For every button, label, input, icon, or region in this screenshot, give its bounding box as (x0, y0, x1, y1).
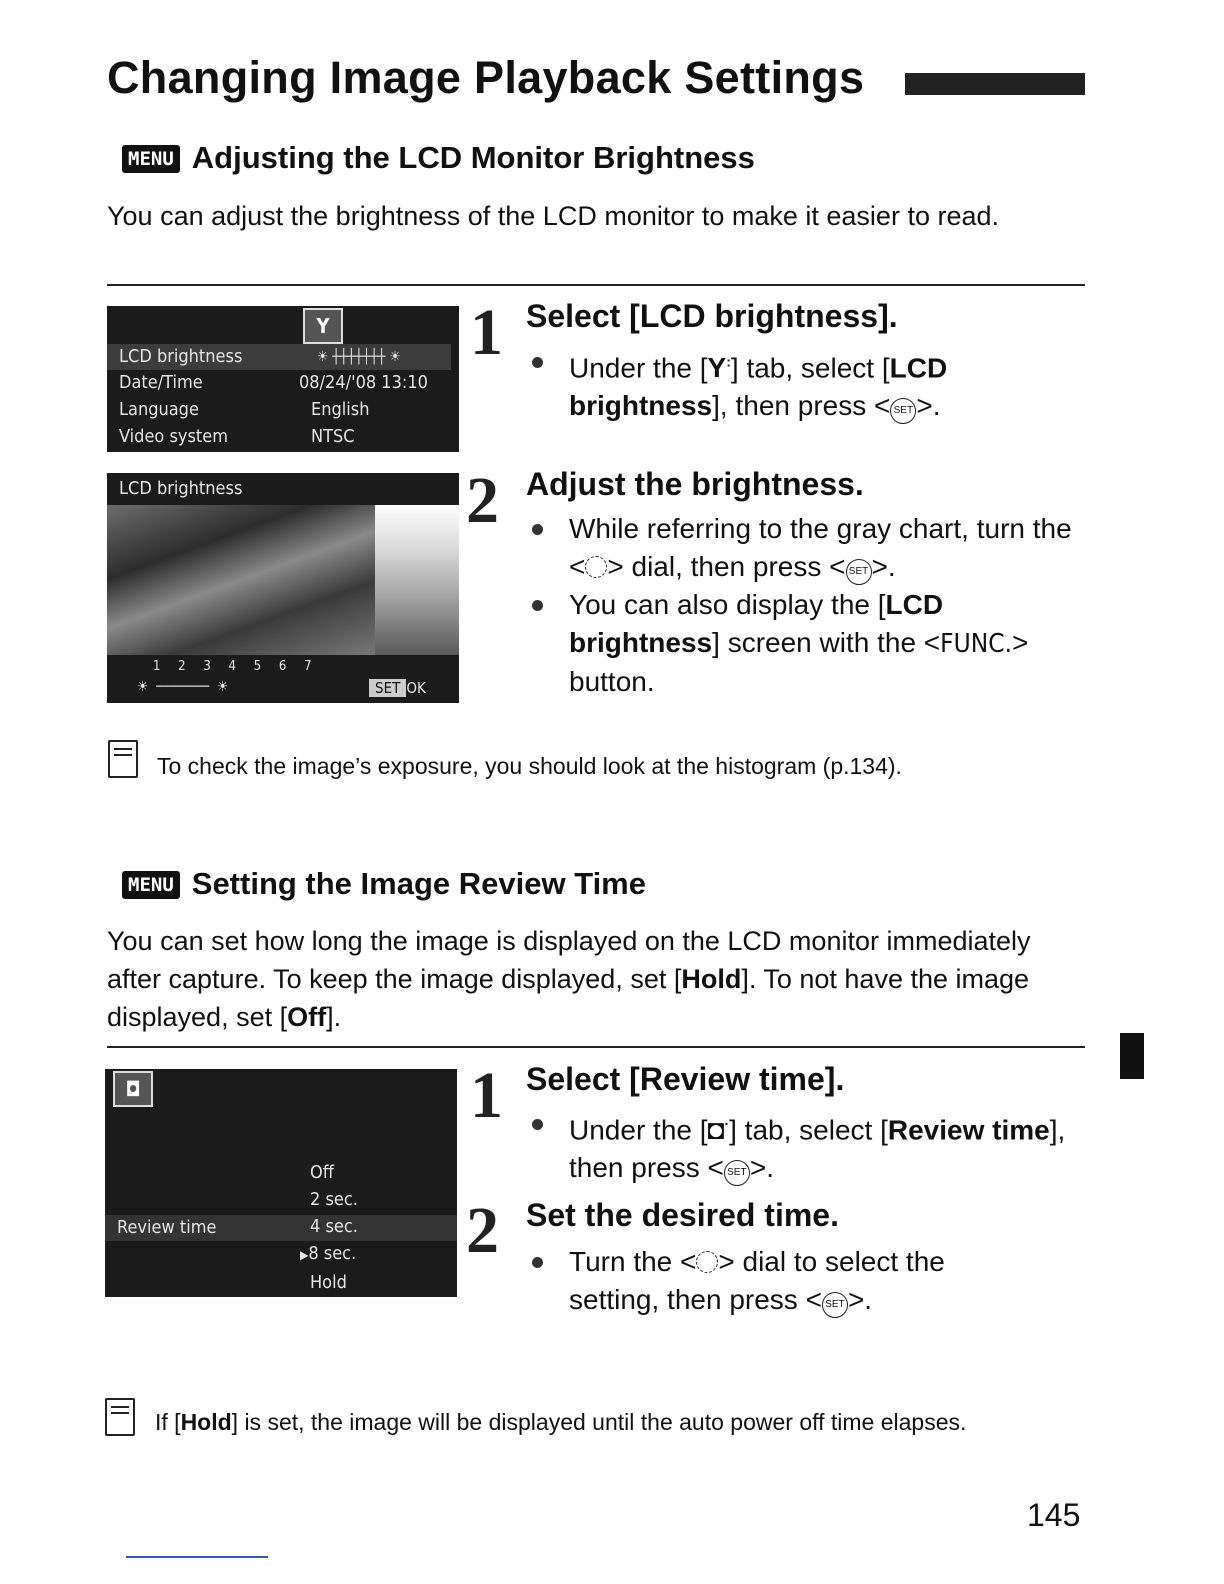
option-item: Off (310, 1162, 334, 1183)
set-button-icon: SET (724, 1160, 750, 1186)
step-instruction: You can also display the [LCD brightness] screen with the <FUNC.> button. (569, 589, 1029, 697)
step-instruction: Under the [Y:] tab, select [LCD brightness], then press < SET >. (569, 343, 1069, 425)
bullet-dot (532, 600, 543, 611)
set-button-icon: SET (890, 398, 916, 424)
menu-row: Video system NTSC (119, 426, 355, 447)
screen-header: LCD brightness (119, 478, 243, 499)
step-number: 2 (466, 464, 499, 537)
menu-row: LCD brightness ☀ ┼┼┼┼┼┼┼ ☀ (107, 344, 451, 370)
option-item: 4 sec. (310, 1216, 358, 1237)
side-index-tab (1120, 1033, 1144, 1079)
dial-icon (696, 1251, 718, 1273)
section-intro: You can set how long the image is displayed on the LCD monitor immediately after capture. To keep the image displayed, set [Hold]. To not have the image displayed, set [Off]. (107, 926, 1031, 1032)
title-decoration-bar (905, 73, 1085, 95)
step-number: 2 (466, 1194, 499, 1267)
menu-icon: MENU (122, 145, 180, 173)
review-options (300, 1159, 358, 1296)
footer-line (126, 1556, 268, 1558)
note-text: To check the image’s exposure, you should look at the histogram (p.134). (157, 753, 902, 779)
note-memo-icon (108, 740, 138, 778)
lcd-brightness-screen (107, 473, 459, 703)
step-instruction: Turn the < > dial to select the setting, then press < SET >. (569, 1243, 1039, 1319)
bullet-dot (532, 1257, 543, 1268)
menu-row: Date/Time 08/24/'08 13:10 (119, 372, 428, 393)
step-instruction: While referring to the gray chart, turn the < > dial, then press < SET >. (569, 510, 1084, 586)
brightness-slider-icon: ☀ ╶──────╴ ☀ (137, 679, 229, 695)
section-intro: You can adjust the brightness of the LCD monitor to make it easier to read. (107, 201, 1000, 231)
note-text: If [Hold] is set, the image will be displayed until the auto power off time elapses. (155, 1409, 967, 1435)
step-number: 1 (470, 296, 503, 369)
step-number: 1 (470, 1059, 503, 1132)
set-ok-indicator: SET OK (369, 679, 426, 697)
lcd-review-time-screen (105, 1069, 457, 1297)
section-heading-text: Setting the Image Review Time (191, 866, 646, 901)
divider (107, 1046, 1085, 1048)
dial-icon (585, 556, 607, 578)
lcd-menu-screen (107, 306, 459, 452)
func-button-label: FUNC. (940, 629, 1012, 659)
section-heading-lcd-brightness (122, 140, 755, 176)
step-title: Select [Review time]. (526, 1061, 845, 1097)
brightness-scale-icon: ☀ ┼┼┼┼┼┼┼ ☀ (317, 349, 401, 365)
bullet-dot (532, 357, 543, 368)
sample-photo (107, 505, 375, 655)
bullet-dot (532, 524, 543, 535)
page-number: 145 (1027, 1497, 1081, 1533)
camera-tab-icon: ◘ (113, 1071, 153, 1107)
set-button-icon: SET (822, 1292, 848, 1318)
bullet-dot (532, 1119, 543, 1130)
gray-chart (375, 505, 459, 655)
option-item-selected: ▶8 sec. (300, 1243, 357, 1264)
menu-icon: MENU (122, 871, 180, 899)
option-item: 2 sec. (310, 1189, 358, 1210)
wrench-tab-icon: Y: (707, 352, 731, 384)
divider (107, 284, 1085, 286)
set-button-icon: SET (846, 559, 872, 585)
step-title: Adjust the brightness. (526, 466, 864, 502)
wrench-tab-icon: Y (303, 308, 343, 344)
step-title: Select [LCD brightness]. (526, 298, 898, 334)
section-heading-review-time (122, 866, 646, 902)
brightness-scale-labels: 1 2 3 4 5 6 7 (153, 659, 312, 674)
step-title: Set the desired time. (526, 1197, 839, 1233)
menu-row-label: Review time (117, 1217, 217, 1238)
step-instruction: Under the [◘·] tab, select [Review time], then press < SET >. (569, 1105, 1069, 1187)
section-heading-text: Adjusting the LCD Monitor Brightness (191, 140, 755, 175)
note-memo-icon (105, 1398, 135, 1436)
page-title: Changing Image Playback Settings (107, 52, 865, 103)
option-item: Hold (310, 1272, 347, 1293)
camera-tab-icon: ◘· (707, 1114, 730, 1146)
menu-row: Language English (119, 399, 370, 420)
